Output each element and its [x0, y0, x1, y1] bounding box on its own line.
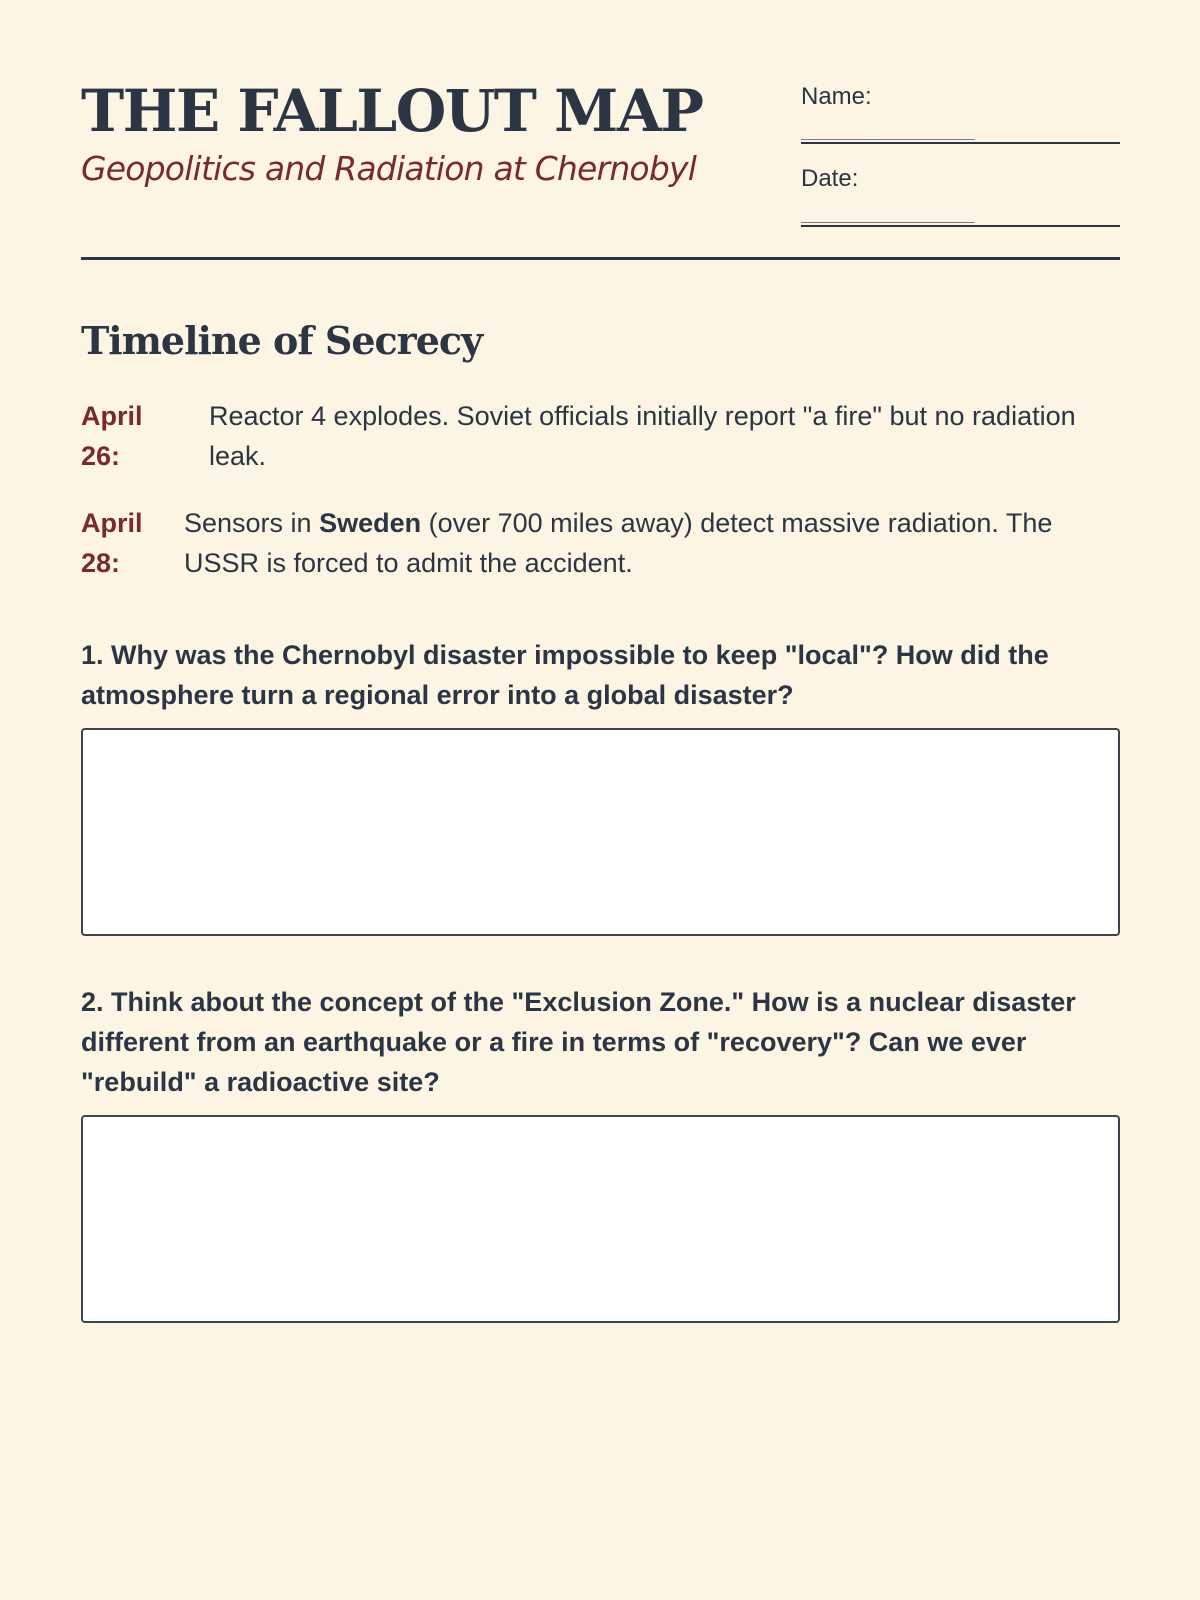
question-1: 1. Why was the Chernobyl disaster impossible to keep "local"? How did the atmosphere turn a regional error into a global disaster? [81, 640, 1049, 710]
name-field[interactable]: ____________________ [801, 114, 1120, 144]
worksheet-page [81, 0, 1120, 1600]
date-field-group [801, 166, 1120, 226]
date-label: Date: [801, 165, 859, 193]
timeline-event [81, 396, 1120, 476]
worksheet-header [81, 0, 1120, 262]
timeline-event-text: Reactor 4 explodes. Soviet officials initially report "a fire" but no radiation leak. [209, 401, 1076, 471]
answer-box-1[interactable] [81, 728, 1120, 936]
worksheet-subtitle: Geopolitics and Radiation at Chernobyl [81, 149, 697, 188]
name-field-group [801, 84, 1120, 144]
date-field[interactable]: ____________________ [801, 197, 1120, 227]
timeline-event-date: April 26: [81, 401, 143, 471]
timeline-event-text: Sensors in Sweden (over 700 miles away) detect massive radiation. The USSR is forced to admit the accident. [184, 508, 1053, 578]
answer-box-2[interactable] [81, 1115, 1120, 1323]
header-divider [81, 257, 1120, 260]
worksheet-title: THE FALLOUT MAP [81, 77, 703, 145]
question-2: 2. Think about the concept of the "Exclusion Zone." How is a nuclear disaster different from an earthquake or a fire in terms of "recovery"? Can we ever "rebuild" a radioactive site? [81, 987, 1076, 1097]
timeline-event-date: April 28: [81, 508, 143, 578]
student-info-fields [801, 84, 1120, 249]
highlighted-country: Sweden [319, 508, 422, 538]
timeline-heading: Timeline of Secrecy [81, 318, 483, 363]
timeline-event [81, 503, 1120, 583]
name-label: Name: [801, 83, 872, 110]
